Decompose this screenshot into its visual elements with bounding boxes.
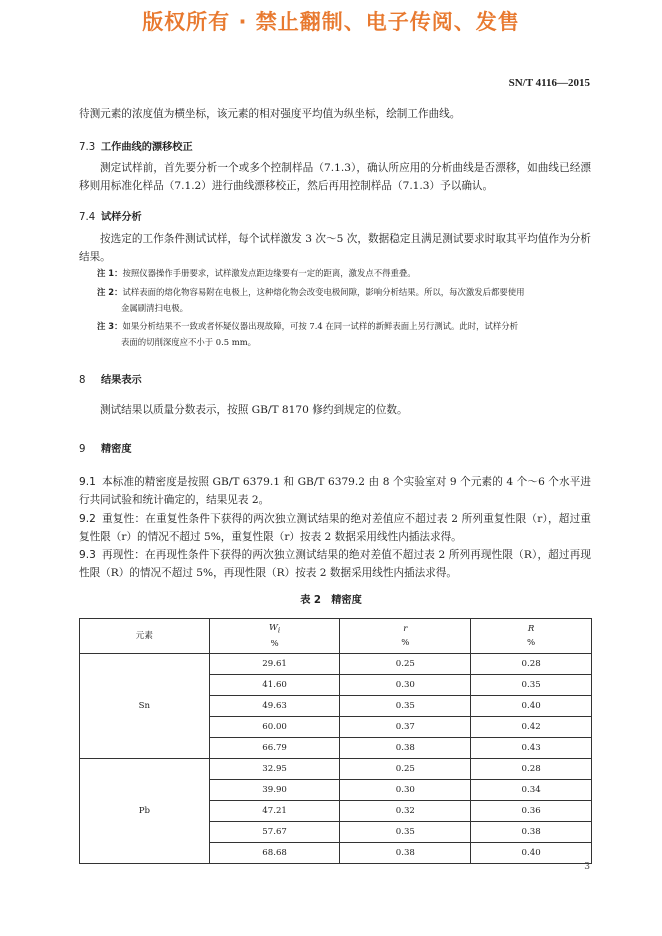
clause-text: 再现性：在再现性条件下获得的两次独立测试结果的绝对差值不超过表 2 所列再现性限（R），超过再现性限（R）的情况不超过 5%，再现性限（R）按表 2 数据采用线性内插法求得。 [79,549,591,579]
note-text: 按照仪器操作手册要求，试样激发点距边缘要有一定的距离，激发点不得重叠。 [122,268,416,278]
clause-text: 本标准的精密度是按照 GB/T 6379.1 和 GB/T 6379.2 由 8 个实验室对 9 个元素的 4 个～6 个水平进行共同试验和统计确定的，结果见表 2。 [79,476,591,506]
table-header-row [80,619,592,654]
element-cell: Pb [80,759,210,864]
R-cell: 0.28 [471,654,592,675]
section-title: 精密度 [101,444,132,455]
w-cell: 41.60 [209,675,340,696]
note-2 [97,284,591,316]
section-title: 结果表示 [101,375,142,386]
r-cell: 0.37 [340,717,471,738]
header-r: r % [340,619,471,654]
w-cell: 57.67 [209,822,340,843]
section-number: 9 [79,444,86,455]
clause-number: 9.3 [79,549,96,561]
table-title: 表 2 精密度 [300,595,362,606]
note-tag: 注 3： [97,321,123,331]
standard-number: SN/T 4116—2015 [508,77,590,89]
clause-text: 重复性：在重复性条件下获得的两次独立测试结果的绝对差值应不超过表 2 所列重复性限（r），超过重复性限（r）的情况不超过 5%，重复性限（r）按表 2 数据采用线性内插法求得。 [79,513,591,543]
table-row [80,759,592,780]
section-9-heading [79,440,132,455]
w-cell: 32.95 [209,759,340,780]
section-number: 8 [79,375,86,386]
section-number: 7.3 [79,142,96,153]
R-cell: 0.35 [471,675,592,696]
section-7-4-heading [79,208,142,223]
header-R: R % [471,619,592,654]
w-cell: 66.79 [209,738,340,759]
R-cell: 0.34 [471,780,592,801]
R-cell: 0.28 [471,759,592,780]
r-cell: 0.38 [340,843,471,864]
r-cell: 0.35 [340,696,471,717]
R-cell: 0.40 [471,843,592,864]
header-w: $W_i$ % [209,619,340,654]
w-cell: 49.63 [209,696,340,717]
note-continuation: 金属刷清扫电极。 [121,303,188,313]
section-7-4-body: 按选定的工作条件测试试样，每个试样激发 3 次～5 次，数据稳定且满足测试要求时取其平均值作为分析结果。 [79,233,591,263]
header-element: 元素 [80,619,210,654]
table-row [80,654,592,675]
note-tag: 注 2： [97,287,123,297]
section-number: 7.4 [79,212,96,223]
r-cell: 0.25 [340,759,471,780]
clause-number: 9.2 [79,513,96,525]
note-text: 试样表面的熔化物容易附在电极上，这种熔化物会改变电极间隙，影响分析结果。所以，每次激发后都要使用 [122,287,525,297]
element-cell: Sn [80,654,210,759]
R-cell: 0.43 [471,738,592,759]
w-cell: 29.61 [209,654,340,675]
r-cell: 0.30 [340,780,471,801]
r-cell: 0.25 [340,654,471,675]
note-continuation: 表面的切削深度应不小于 0.5 mm。 [121,337,257,347]
intro-paragraph: 待测元素的浓度值为横坐标，该元素的相对强度平均值为纵坐标，绘制工作曲线。 [79,108,461,120]
watermark-banner: 版权所有 · 禁止翻制、电子传阅、发售 [142,10,520,34]
w-cell: 47.21 [209,801,340,822]
clause-9-1 [79,474,591,509]
section-title: 试样分析 [101,212,142,223]
section-title: 工作曲线的漂移校正 [101,142,193,153]
w-cell: 39.90 [209,780,340,801]
R-cell: 0.36 [471,801,592,822]
section-7-3-body: 测定试样前，首先要分析一个或多个控制样品（7.1.3），确认所应用的分析曲线是否漂移，如曲线已经漂移则用标准化样品（7.1.2）进行曲线漂移校正，然后再用控制样品（7.1.3）予以确认。 [79,162,591,192]
clause-9-2 [79,511,591,546]
clause-number: 9.1 [79,476,96,488]
w-cell: 60.00 [209,717,340,738]
section-8-body: 测试结果以质量分数表示，按照 GB/T 8170 修约到规定的位数。 [100,404,408,416]
section-7-3-heading [79,138,193,153]
precision-table [79,618,592,864]
R-cell: 0.38 [471,822,592,843]
r-cell: 0.32 [340,801,471,822]
note-3 [97,318,591,350]
r-cell: 0.38 [340,738,471,759]
R-cell: 0.42 [471,717,592,738]
r-cell: 0.30 [340,675,471,696]
r-cell: 0.35 [340,822,471,843]
R-cell: 0.40 [471,696,592,717]
note-tag: 注 1： [97,268,123,278]
note-1 [97,265,591,281]
clause-9-3 [79,547,591,582]
note-text: 如果分析结果不一致或者怀疑仪器出现故障，可按 7.4 在同一试样的新鲜表面上另行测试。此时，试样分析 [122,321,519,331]
section-8-heading [79,371,142,386]
w-cell: 68.68 [209,843,340,864]
page-number: 3 [584,862,590,872]
